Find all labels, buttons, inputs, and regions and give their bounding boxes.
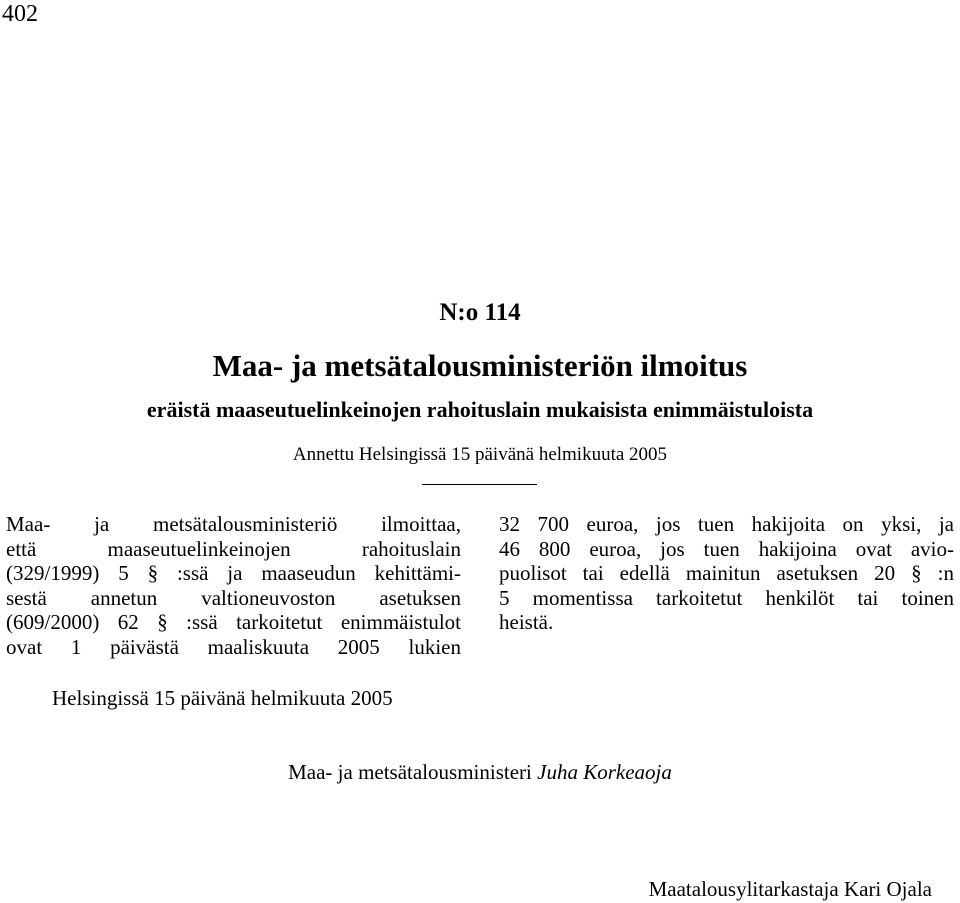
doc-title: Maa- ja metsätalousministeriön ilmoitus xyxy=(212,348,748,383)
page-number: 402 xyxy=(2,1,38,27)
body-line: sestä annetun valtioneuvoston asetuksen xyxy=(6,585,461,610)
body-line: 46 800 euroa, jos tuen hakijoina ovat avio- xyxy=(499,536,954,561)
signature-line xyxy=(0,759,960,785)
body-left-column xyxy=(6,512,461,659)
signature-role: Maa- ja metsätalousministeri xyxy=(288,760,532,784)
body-line: 32 700 euroa, jos tuen hakijoita on yksi, ja xyxy=(499,512,954,536)
body-line: ovat 1 päivästä maaliskuuta 2005 lukien xyxy=(6,634,461,659)
body-line: (329/1999) 5 § :ssä ja maaseudun kehittämi- xyxy=(6,561,461,585)
body-line: Maa- ja metsätalousministeriö ilmoittaa, xyxy=(6,512,461,536)
body-line: heistä. xyxy=(499,610,554,634)
body-line: että maaseutuelinkeinojen rahoituslain xyxy=(6,536,461,561)
body-right-column xyxy=(499,512,954,635)
doc-subtitle: eräistä maaseutuelinkeinojen rahoituslain mukaisista enimmäistuloista xyxy=(146,397,814,422)
signature-name: Juha Korkeaoja xyxy=(537,760,672,784)
body-line: 5 momentissa tarkoitetut henkilöt tai toinen xyxy=(499,585,954,610)
body-line: puolisot tai edellä mainitun asetuksen 20 § :n xyxy=(499,561,954,585)
doc-number: N:o 114 xyxy=(439,299,521,326)
date-line: Helsingissä 15 päivänä helmikuuta 2005 xyxy=(52,686,393,710)
inspector-line: Maatalousylitarkastaja Kari Ojala xyxy=(648,877,932,901)
given-line: Annettu Helsingissä 15 päivänä helmikuuta 2005 xyxy=(292,444,668,465)
body-line: (609/2000) 62 § :ssä tarkoitetut enimmäistulot xyxy=(6,610,461,634)
title-rule xyxy=(422,484,537,485)
